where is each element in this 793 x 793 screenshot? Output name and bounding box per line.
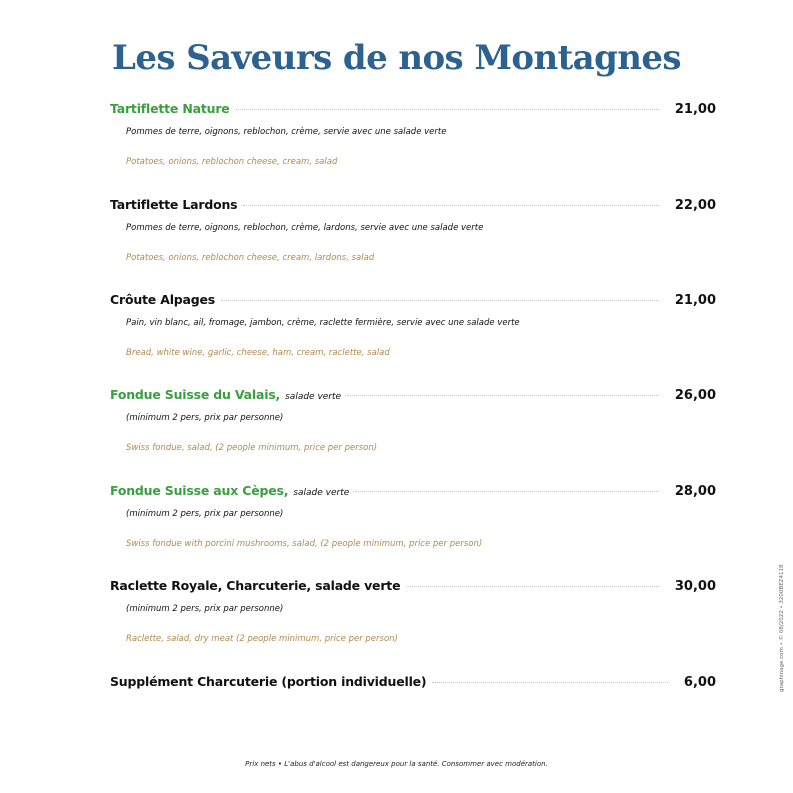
item-name: Supplément Charcuterie (portion individuelle) <box>110 674 427 689</box>
item-description-fr: (minimum 2 pers, prix par personne) <box>126 509 284 519</box>
item-name: Raclette Royale, Charcuterie, salade verte <box>110 578 401 593</box>
item-description-en: Potatoes, onions, reblochon cheese, cream, lardons, salad <box>126 253 375 263</box>
item-price: 6,00 <box>683 675 716 690</box>
leader-dots <box>355 491 659 492</box>
item-description-fr: Pommes de terre, oignons, reblochon, crème, lardons, servie avec une salade verte <box>126 223 484 233</box>
menu-item-raclette-royale <box>110 578 716 644</box>
item-description-en: Bread, white wine, garlic, cheese, ham, cream, raclette, salad <box>126 348 390 358</box>
item-description-fr: Pain, vin blanc, ail, fromage, jambon, crème, raclette fermière, servie avec une salade verte <box>126 318 520 328</box>
item-description-fr: (minimum 2 pers, prix par personne) <box>126 604 284 614</box>
legal-footer: Prix nets • L'abus d'alcool est dangereux pour la santé. Consommer avec modération. <box>245 760 548 768</box>
item-price: 30,00 <box>674 579 716 594</box>
menu-item-croute-alpages <box>110 292 716 358</box>
menu-item-fondue-cepes <box>110 483 716 549</box>
menu-item-supplement-charcuterie <box>110 674 716 692</box>
item-name: Crôute Alpages <box>110 292 216 307</box>
menu-item-fondue-valais <box>110 387 716 453</box>
leader-dots <box>432 682 667 683</box>
item-description-en: Swiss fondue, salad, (2 people minimum, price per person) <box>126 443 378 453</box>
item-price: 21,00 <box>674 102 716 117</box>
item-description-fr: (minimum 2 pers, prix par personne) <box>126 413 284 423</box>
menu-title: Les Saveurs de nos Montagnes <box>112 38 681 78</box>
side-credit: graphinage.com • © 08/2022 • 3200BEZ4118 <box>779 564 785 692</box>
item-price: 28,00 <box>674 484 716 499</box>
item-name: Tartiflette Nature <box>110 101 230 116</box>
leader-dots <box>406 586 659 587</box>
menu-item-tartiflette-nature <box>110 101 716 167</box>
item-price: 22,00 <box>674 198 716 213</box>
item-description-en: Raclette, salad, dry meat (2 people minimum, price per person) <box>126 634 398 644</box>
leader-dots <box>221 300 659 301</box>
leader-dots <box>243 205 658 206</box>
item-name-suffix: salade verte <box>285 392 342 402</box>
item-name: Fondue Suisse du Valais, <box>110 387 281 402</box>
item-name: Tartiflette Lardons <box>110 197 238 212</box>
menu-item-tartiflette-lardons <box>110 197 716 263</box>
item-description-en: Potatoes, onions, reblochon cheese, cream, salad <box>126 157 338 167</box>
leader-dots <box>236 109 659 110</box>
leader-dots <box>347 395 659 396</box>
item-price: 21,00 <box>674 293 716 308</box>
item-name-suffix: salade verte <box>293 488 350 498</box>
item-price: 26,00 <box>674 388 716 403</box>
item-description-fr: Pommes de terre, oignons, reblochon, crème, servie avec une salade verte <box>126 127 447 137</box>
item-description-en: Swiss fondue with porcini mushrooms, salad, (2 people minimum, price per person) <box>126 539 483 549</box>
item-name: Fondue Suisse aux Cèpes, <box>110 483 289 498</box>
